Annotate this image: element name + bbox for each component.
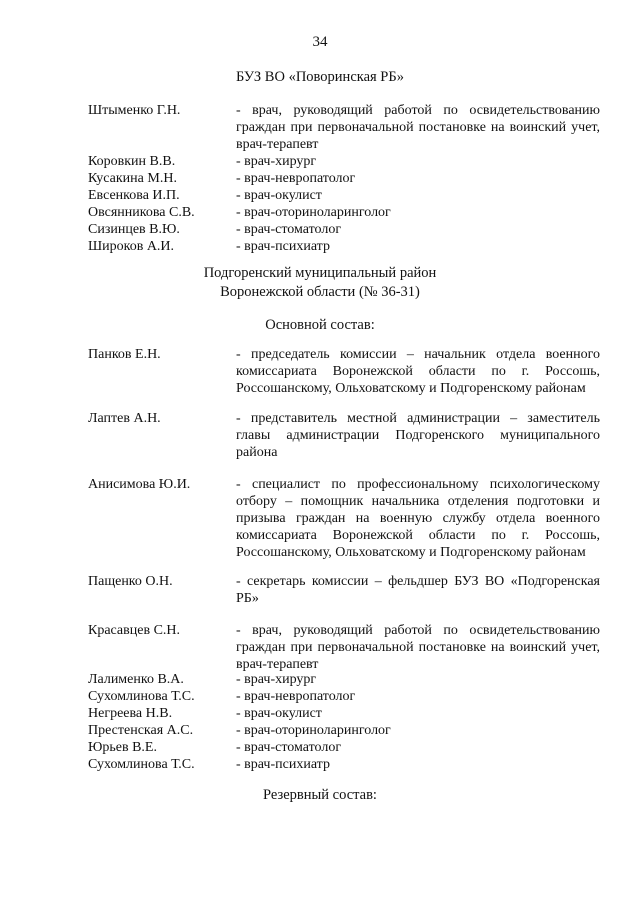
member-name: Красавцев С.Н. [88, 623, 181, 638]
member-role: - врач-оториноларинголог [236, 205, 391, 220]
member-name: Анисимова Ю.И. [88, 477, 191, 492]
member-role: - секретарь комиссии – фельдшер БУЗ ВО «Подгоренская РБ» [236, 574, 600, 606]
reserve-composition-heading: Резервный состав: [263, 787, 377, 803]
district-title: Подгоренский муниципальный район [203, 265, 437, 281]
member-role: - председатель комиссии – начальник отдела военного комиссариата Воронежской области по г. Россошь, Россошанскому, Ольховатскому и Подгоренскому районам [236, 347, 600, 396]
member-role: - врач-оториноларинголог [236, 723, 391, 738]
member-name: Евсенкова И.П. [88, 188, 180, 203]
member-role: - врач-психиатр [236, 239, 330, 254]
member-name: Овсянникова С.В. [88, 205, 195, 220]
district-subtitle: Воронежской области (№ 36-31) [220, 284, 420, 300]
member-role: - врач-окулист [236, 188, 322, 203]
member-name: Коровкин В.В. [88, 154, 176, 169]
member-role: - врач-окулист [236, 706, 322, 721]
page-number: 34 [312, 34, 328, 50]
member-role: - врач, руководящий работой по освидетельствованию граждан при первоначальной постановке на воинский учет, врач-терапевт [236, 623, 600, 672]
member-name: Престенская А.С. [88, 723, 194, 738]
member-name: Негреева Н.В. [88, 706, 173, 721]
member-name: Панков Е.Н. [88, 347, 161, 362]
member-name: Сухомлинова Т.С. [88, 757, 195, 772]
member-name: Юрьев В.Е. [88, 740, 157, 755]
member-role: - врач, руководящий работой по освидетельствованию граждан при первоначальной постановке на воинский учет, врач-терапевт [236, 103, 600, 152]
member-role: - врач-невропатолог [236, 689, 356, 704]
member-role: - врач-невропатолог [236, 171, 356, 186]
member-name: Лалименко В.А. [88, 672, 184, 687]
member-name: Сизинцев В.Ю. [88, 222, 180, 237]
member-role: - представитель местной администрации – заместитель главы администрации Подгоренского муниципального района [236, 411, 600, 460]
institution-title: БУЗ ВО «Поворинская РБ» [236, 69, 404, 85]
member-name: Пащенко О.Н. [88, 574, 173, 589]
member-role: - врач-хирург [236, 154, 317, 169]
member-name: Лаптев А.Н. [88, 411, 161, 426]
member-name: Широков А.И. [88, 239, 175, 254]
member-name: Штыменко Г.Н. [88, 103, 181, 118]
member-role: - врач-стоматолог [236, 222, 342, 237]
member-role: - врач-стоматолог [236, 740, 342, 755]
member-role: - специалист по профессиональному психологическому отбору – помощник начальника отделения подготовки и призыва граждан на военную службу отдела военного комиссариата Воронежской области по г. Россошь, Россошанскому, Ольховатскому и Подгоренскому районам [236, 477, 600, 560]
main-composition-heading: Основной состав: [265, 317, 375, 333]
member-role: - врач-психиатр [236, 757, 330, 772]
member-name: Кусакина М.Н. [88, 171, 177, 186]
member-role: - врач-хирург [236, 672, 317, 687]
member-name: Сухомлинова Т.С. [88, 689, 195, 704]
